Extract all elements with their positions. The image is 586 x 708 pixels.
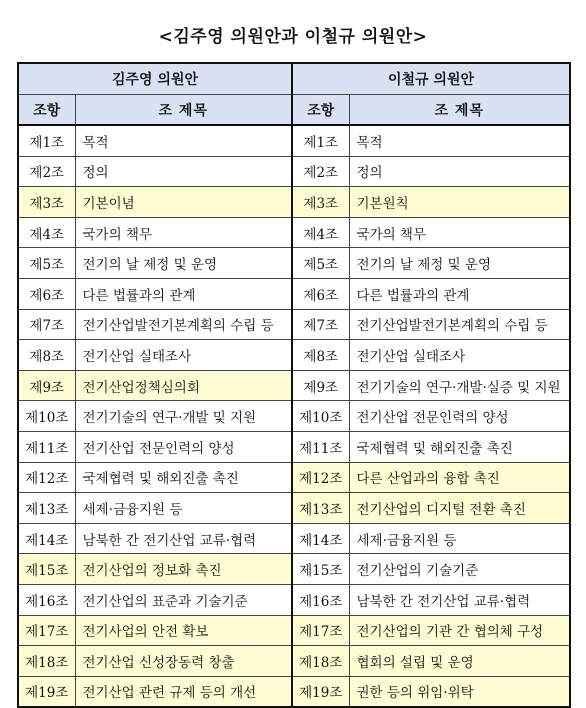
left-article-title: 전기산업의 표준과 기술기준 — [75, 584, 292, 615]
left-article-number: 제15조 — [18, 554, 75, 585]
right-article-number: 제19조 — [292, 676, 349, 707]
table-row — [18, 615, 570, 646]
right-article-number: 제7조 — [292, 309, 349, 340]
left-article-number: 제11조 — [18, 431, 75, 462]
table-row — [18, 309, 570, 340]
right-article-title: 전기산업의 디지털 전환 촉진 — [349, 493, 570, 524]
left-article-number: 제4조 — [18, 217, 75, 248]
left-article-title: 전기산업 신성장동력 창출 — [75, 646, 292, 677]
left-article-number: 제18조 — [18, 646, 75, 677]
right-article-title: 다른 법률과의 관계 — [349, 278, 570, 309]
table-row — [18, 493, 570, 524]
right-article-number: 제13조 — [292, 493, 349, 524]
left-article-title: 전기산업의 정보화 촉진 — [75, 554, 292, 585]
left-article-title: 전기사업의 안전 확보 — [75, 615, 292, 646]
table-row — [18, 676, 570, 707]
left-article-header: 조항 — [18, 95, 75, 126]
left-article-title: 전기기술의 연구·개발 및 지원 — [75, 401, 292, 432]
right-article-title: 전기의 날 제정 및 운영 — [349, 248, 570, 279]
left-article-number: 제19조 — [18, 676, 75, 707]
left-article-title: 국제협력 및 해외진출 촉진 — [75, 462, 292, 493]
right-article-number: 제4조 — [292, 217, 349, 248]
table-row — [18, 462, 570, 493]
right-article-number: 제14조 — [292, 523, 349, 554]
left-article-title: 전기산업발전기본계획의 수립 등 — [75, 309, 292, 340]
table-row — [18, 401, 570, 432]
right-article-title: 전기산업발전기본계획의 수립 등 — [349, 309, 570, 340]
right-article-title: 국가의 책무 — [349, 217, 570, 248]
left-article-title: 남북한 간 전기산업 교류·협력 — [75, 523, 292, 554]
right-article-title: 목적 — [349, 125, 570, 156]
table-row — [18, 523, 570, 554]
document-title: <김주영 의원안과 이철규 의원안> — [158, 27, 428, 47]
right-article-title: 전기산업의 기관 간 협의체 구성 — [349, 615, 570, 646]
right-article-title: 국제협력 및 해외진출 촉진 — [349, 431, 570, 462]
right-article-title: 전기산업 전문인력의 양성 — [349, 401, 570, 432]
right-article-title: 권한 등의 위임·위탁 — [349, 676, 570, 707]
left-article-number: 제17조 — [18, 615, 75, 646]
left-article-title: 전기산업 전문인력의 양성 — [75, 431, 292, 462]
table-row — [18, 646, 570, 677]
left-article-number: 제12조 — [18, 462, 75, 493]
left-title-header: 조 제목 — [75, 95, 292, 126]
left-article-title: 기본이념 — [75, 187, 292, 218]
table-row — [18, 431, 570, 462]
table-body — [18, 125, 570, 707]
table-row — [18, 217, 570, 248]
left-group-header: 김주영 의원안 — [18, 63, 292, 95]
left-article-number: 제5조 — [18, 248, 75, 279]
table-row — [18, 248, 570, 279]
right-article-title: 전기산업 실태조사 — [349, 340, 570, 371]
left-article-number: 제14조 — [18, 523, 75, 554]
right-article-header: 조항 — [292, 95, 349, 126]
right-article-title: 전기산업의 기술기준 — [349, 554, 570, 585]
right-article-number: 제15조 — [292, 554, 349, 585]
table-row — [18, 370, 570, 401]
left-article-number: 제13조 — [18, 493, 75, 524]
right-title-header: 조 제목 — [349, 95, 570, 126]
left-article-title: 전기산업 실태조사 — [75, 340, 292, 371]
left-article-title: 전기의 날 제정 및 운영 — [75, 248, 292, 279]
right-article-number: 제8조 — [292, 340, 349, 371]
left-article-number: 제8조 — [18, 340, 75, 371]
table-row — [18, 340, 570, 371]
left-article-number: 제6조 — [18, 278, 75, 309]
right-article-number: 제10조 — [292, 401, 349, 432]
left-article-number: 제1조 — [18, 125, 75, 156]
right-article-number: 제9조 — [292, 370, 349, 401]
right-article-number: 제18조 — [292, 646, 349, 677]
right-article-title: 세제·금융지원 등 — [349, 523, 570, 554]
table-row — [18, 584, 570, 615]
table-row — [18, 125, 570, 156]
right-article-title: 전기기술의 연구·개발·실증 및 지원 — [349, 370, 570, 401]
right-article-number: 제17조 — [292, 615, 349, 646]
right-article-title: 다른 산업과의 융합 촉진 — [349, 462, 570, 493]
table-row — [18, 554, 570, 585]
right-article-number: 제12조 — [292, 462, 349, 493]
table-row — [18, 156, 570, 187]
right-article-number: 제11조 — [292, 431, 349, 462]
left-article-number: 제9조 — [18, 370, 75, 401]
left-article-title: 목적 — [75, 125, 292, 156]
right-article-title: 기본원칙 — [349, 187, 570, 218]
left-article-title: 전기산업 관련 규제 등의 개선 — [75, 676, 292, 707]
table-row — [18, 187, 570, 218]
comparison-table — [17, 62, 571, 708]
left-article-title: 전기산업정책심의회 — [75, 370, 292, 401]
left-article-title: 세제·금융지원 등 — [75, 493, 292, 524]
right-article-number: 제1조 — [292, 125, 349, 156]
left-article-title: 다른 법률과의 관계 — [75, 278, 292, 309]
right-article-number: 제5조 — [292, 248, 349, 279]
left-article-number: 제10조 — [18, 401, 75, 432]
left-article-number: 제16조 — [18, 584, 75, 615]
left-article-title: 국가의 책무 — [75, 217, 292, 248]
left-article-title: 정의 — [75, 156, 292, 187]
right-article-number: 제2조 — [292, 156, 349, 187]
right-group-header: 이철규 의원안 — [292, 63, 570, 95]
right-article-title: 남북한 간 전기산업 교류·협력 — [349, 584, 570, 615]
left-article-number: 제7조 — [18, 309, 75, 340]
table-row — [18, 278, 570, 309]
left-article-number: 제3조 — [18, 187, 75, 218]
right-article-title: 협회의 설립 및 운영 — [349, 646, 570, 677]
right-article-title: 정의 — [349, 156, 570, 187]
left-article-number: 제2조 — [18, 156, 75, 187]
right-article-number: 제16조 — [292, 584, 349, 615]
right-article-number: 제6조 — [292, 278, 349, 309]
right-article-number: 제3조 — [292, 187, 349, 218]
